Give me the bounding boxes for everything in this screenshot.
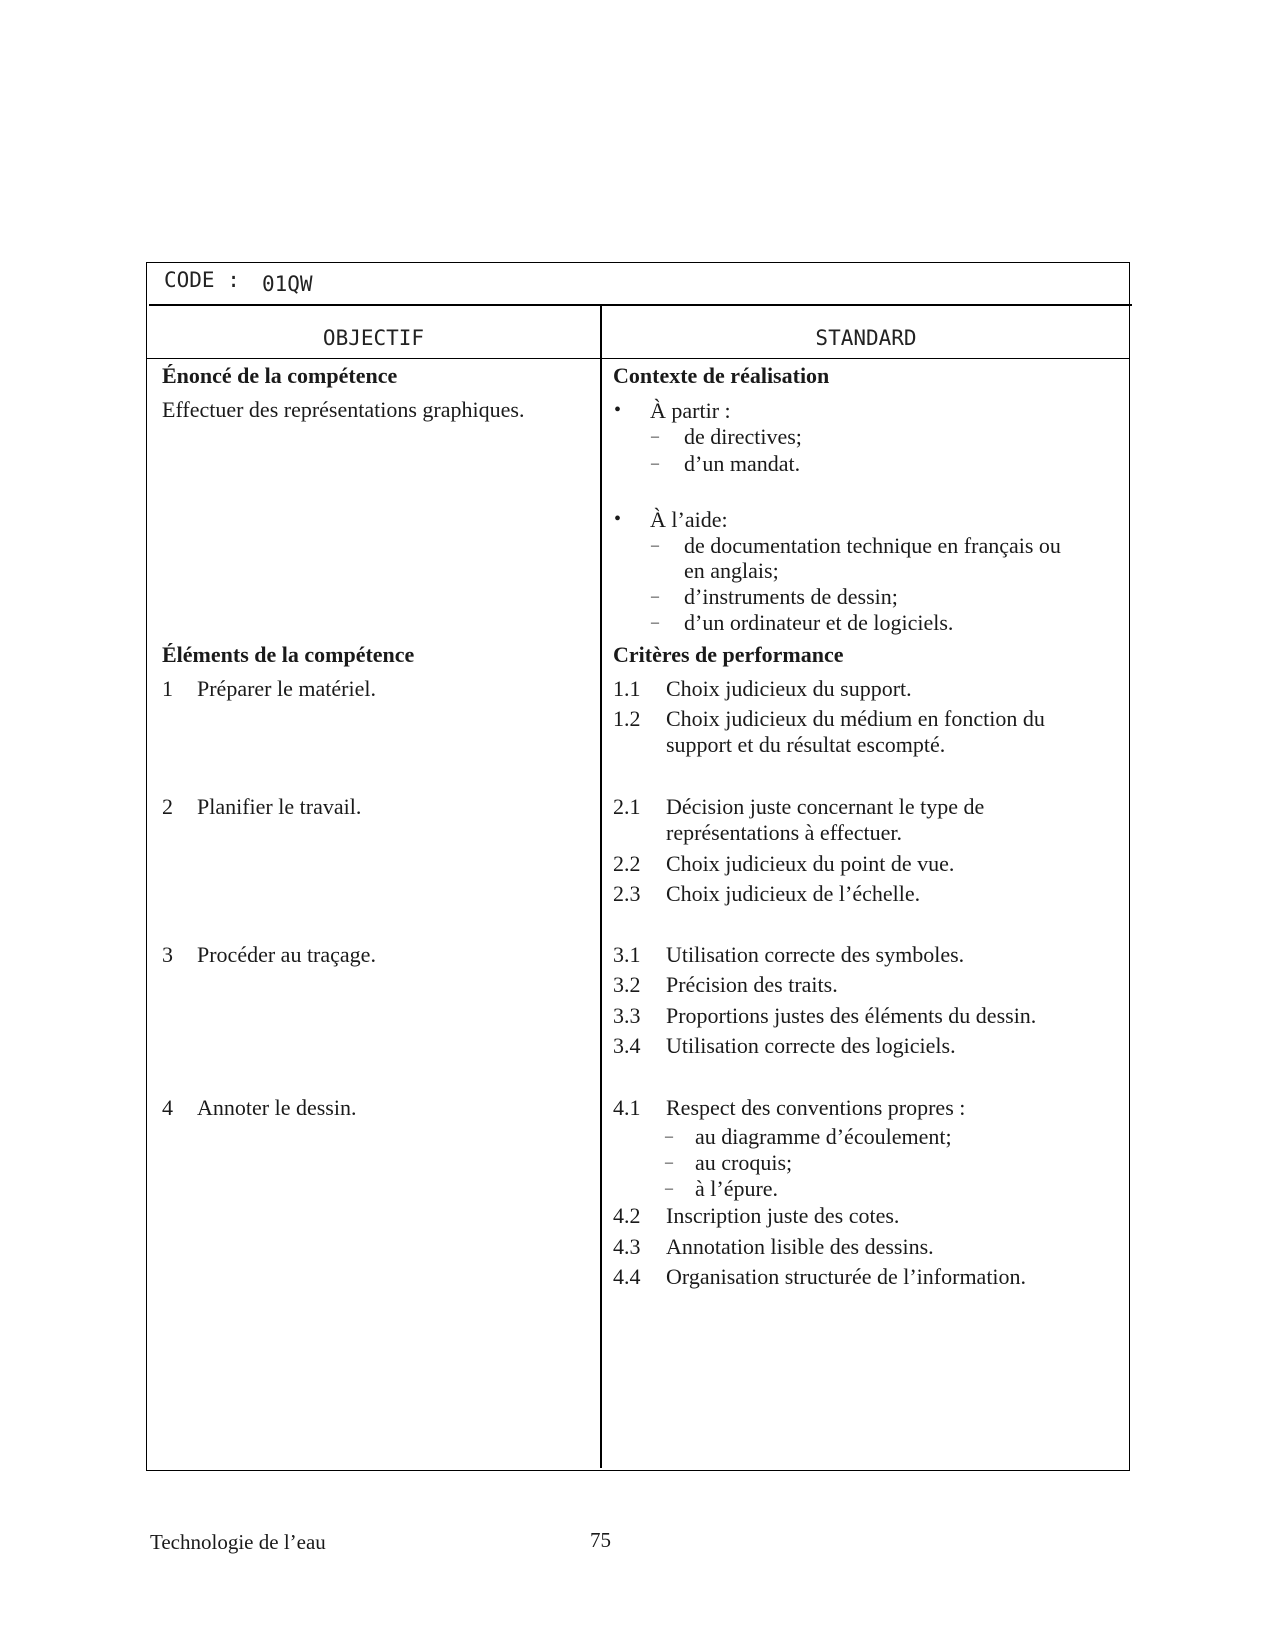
page-number: 75	[590, 1528, 611, 1552]
critere-text: Inscription juste des cotes.	[666, 1203, 900, 1228]
critere-number: 4.2	[613, 1203, 641, 1228]
element-text: Annoter le dessin.	[197, 1095, 357, 1120]
contexte-item: de documentation technique en français ou	[684, 533, 1061, 558]
critere-text: Organisation structurée de l’information.	[666, 1264, 1027, 1289]
criteres-heading: Critères de performance	[613, 642, 844, 667]
table-border-left	[146, 262, 147, 1471]
critere-number: 1.2	[613, 706, 641, 731]
critere-text: Respect des conventions propres :	[666, 1095, 966, 1120]
contexte-item: de directives;	[684, 424, 802, 449]
contexte-lead: À partir :	[650, 398, 731, 423]
column-header-objectif: OBJECTIF	[322, 326, 425, 350]
dash-icon: –	[651, 614, 659, 631]
contexte-item: en anglais;	[684, 558, 779, 583]
critere-text: Choix judicieux du support.	[666, 676, 912, 701]
table-border-top	[146, 262, 1130, 263]
element-text: Préparer le matériel.	[197, 676, 376, 701]
column-header-standard: STANDARD	[815, 326, 917, 350]
bullet-icon: •	[614, 508, 622, 530]
code-label: CODE :	[164, 268, 240, 292]
critere-number: 3.4	[613, 1033, 641, 1058]
critere-number: 4.3	[613, 1234, 641, 1259]
element-number: 1	[162, 676, 173, 701]
critere-text: Proportions justes des éléments du dessin.	[666, 1003, 1037, 1028]
dash-icon: –	[665, 1128, 673, 1145]
element-number: 4	[162, 1095, 173, 1120]
table-border-right	[1129, 262, 1130, 1471]
critere-text: Choix judicieux de l’échelle.	[666, 881, 921, 906]
enonce-text: Effectuer des représentations graphiques.	[162, 397, 525, 422]
table-border-bottom	[146, 1470, 1130, 1471]
element-text: Planifier le travail.	[197, 794, 362, 819]
critere-subitem: au croquis;	[695, 1150, 793, 1175]
header-row-divider	[146, 358, 1130, 359]
column-divider	[600, 304, 602, 1468]
critere-number: 1.1	[613, 676, 641, 701]
code-row-divider	[149, 304, 1132, 306]
footer-title: Technologie de l’eau	[150, 1530, 326, 1554]
critere-number: 2.2	[613, 851, 641, 876]
element-number: 2	[162, 794, 173, 819]
critere-text-continued: représentations à effectuer.	[666, 820, 902, 845]
critere-subitem: au diagramme d’écoulement;	[695, 1124, 952, 1149]
critere-number: 2.1	[613, 794, 641, 819]
dash-icon: –	[651, 588, 659, 605]
dash-icon: –	[665, 1180, 673, 1197]
dash-icon: –	[651, 537, 659, 554]
critere-text: Choix judicieux du point de vue.	[666, 851, 955, 876]
dash-icon: –	[651, 428, 659, 445]
contexte-lead: À l’aide:	[650, 507, 728, 532]
critere-number: 3.1	[613, 942, 641, 967]
critere-subitem: à l’épure.	[695, 1176, 779, 1201]
bullet-icon: •	[614, 399, 622, 421]
dash-icon: –	[665, 1154, 673, 1171]
critere-text-continued: support et du résultat escompté.	[666, 732, 946, 757]
critere-text: Décision juste concernant le type de	[666, 794, 985, 819]
element-text: Procéder au traçage.	[197, 942, 376, 967]
critere-text: Utilisation correcte des logiciels.	[666, 1033, 956, 1058]
critere-text: Utilisation correcte des symboles.	[666, 942, 965, 967]
contexte-heading: Contexte de réalisation	[613, 363, 830, 388]
critere-number: 3.2	[613, 972, 641, 997]
contexte-item: d’un mandat.	[684, 451, 801, 476]
elements-heading: Éléments de la compétence	[162, 642, 415, 667]
element-number: 3	[162, 942, 173, 967]
critere-text: Annotation lisible des dessins.	[666, 1234, 934, 1259]
critere-number: 4.4	[613, 1264, 641, 1289]
critere-text: Précision des traits.	[666, 972, 838, 997]
critere-text: Choix judicieux du médium en fonction du	[666, 706, 1045, 731]
contexte-item: d’instruments de dessin;	[684, 584, 898, 609]
enonce-heading: Énoncé de la compétence	[162, 363, 398, 388]
critere-number: 3.3	[613, 1003, 641, 1028]
contexte-item: d’un ordinateur et de logiciels.	[684, 610, 954, 635]
code-value: 01QW	[262, 272, 313, 296]
critere-number: 2.3	[613, 881, 641, 906]
critere-number: 4.1	[613, 1095, 641, 1120]
dash-icon: –	[651, 455, 659, 472]
